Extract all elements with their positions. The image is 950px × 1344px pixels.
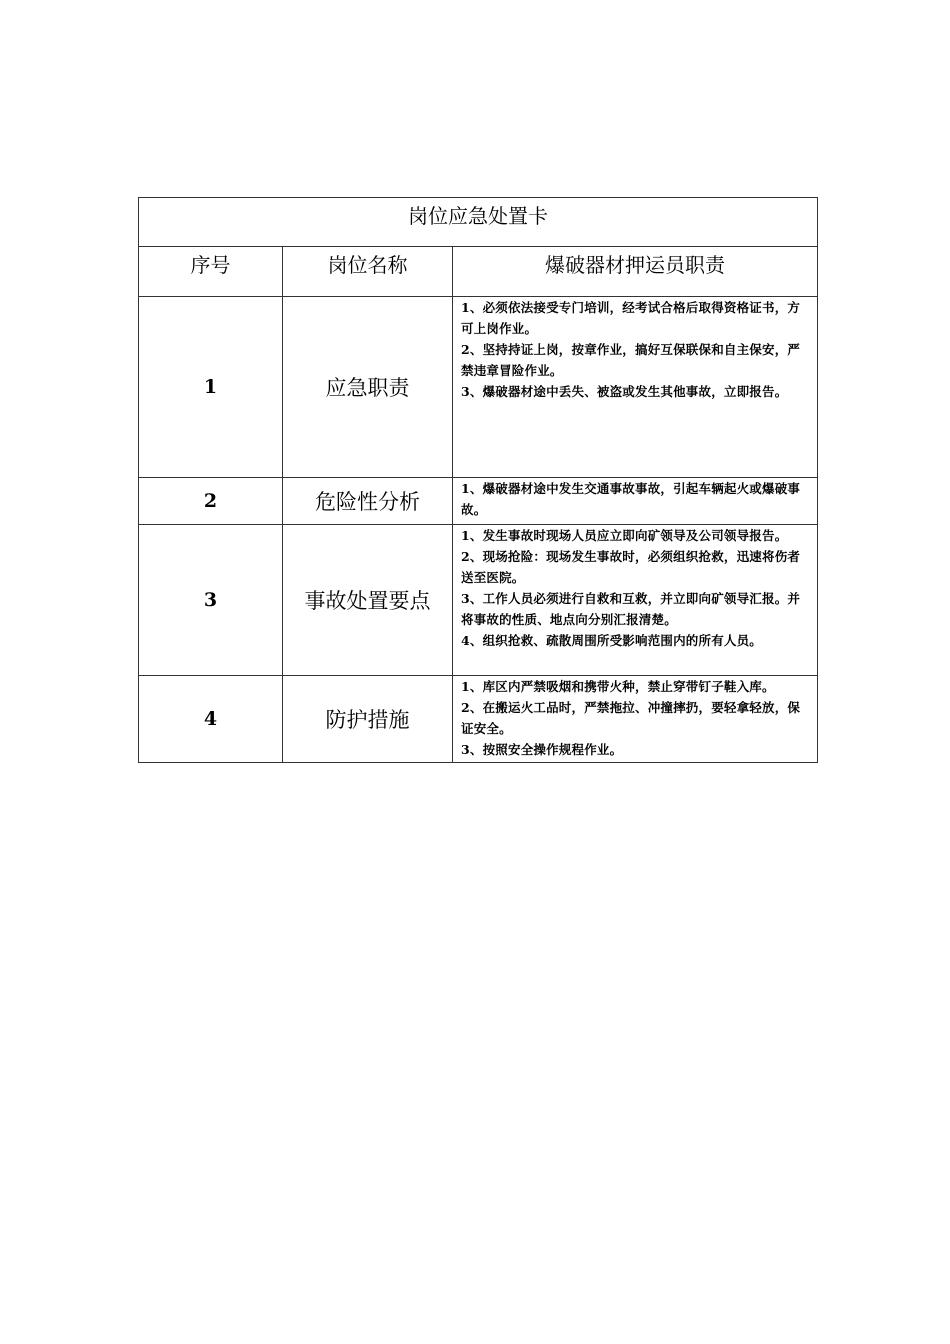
row-number: 3	[139, 525, 283, 676]
row-content	[453, 478, 818, 525]
content-item: 1、库区内严禁吸烟和携带火种，禁止穿带钉子鞋入库。	[461, 679, 775, 694]
header-number: 序号	[139, 247, 283, 297]
header-duties: 爆破器材押运员职责	[453, 247, 818, 297]
row-number: 1	[139, 297, 283, 478]
row-number: 2	[139, 478, 283, 525]
card-title: 岗位应急处置卡	[139, 198, 818, 247]
content-item: 3、按照安全操作规程作业。	[461, 742, 623, 757]
content-item: 2、在搬运火工品时，严禁拖拉、冲撞摔扔，要轻拿轻放，保证安全。	[461, 700, 801, 736]
header-row	[139, 247, 818, 297]
content-item: 4、组织抢救、疏散周围所受影响范围内的所有人员。	[461, 633, 762, 648]
row-name: 应急职责	[283, 297, 453, 478]
content-item: 1、必须依法接受专门培训，经考试合格后取得资格证书，方可上岗作业。	[461, 300, 801, 336]
row-name: 事故处置要点	[283, 525, 453, 676]
content-item: 2、坚持持证上岗，按章作业，搞好互保联保和自主保安，严禁违章冒险作业。	[461, 342, 801, 378]
content-item: 1、爆破器材途中发生交通事故事故，引起车辆起火或爆破事故。	[461, 481, 801, 517]
row-name: 防护措施	[283, 676, 453, 763]
table-row	[139, 676, 818, 763]
table-row	[139, 478, 818, 525]
content-item: 3、爆破器材途中丢失、被盗或发生其他事故，立即报告。	[461, 384, 788, 399]
row-content	[453, 676, 818, 763]
row-name: 危险性分析	[283, 478, 453, 525]
emergency-card-table	[138, 197, 818, 763]
content-item: 1、发生事故时现场人员应立即向矿领导及公司领导报告。	[461, 528, 788, 543]
content-item: 2、现场抢险：现场发生事故时，必须组织抢救，迅速将伤者送至医院。	[461, 549, 801, 585]
header-position-name: 岗位名称	[283, 247, 453, 297]
table-row	[139, 525, 818, 676]
content-item: 3、工作人员必须进行自救和互救，并立即向矿领导汇报。并将事故的性质、地点向分别汇报清楚。	[461, 591, 801, 627]
row-number: 4	[139, 676, 283, 763]
row-content	[453, 525, 818, 676]
row-content	[453, 297, 818, 478]
table-row	[139, 297, 818, 478]
